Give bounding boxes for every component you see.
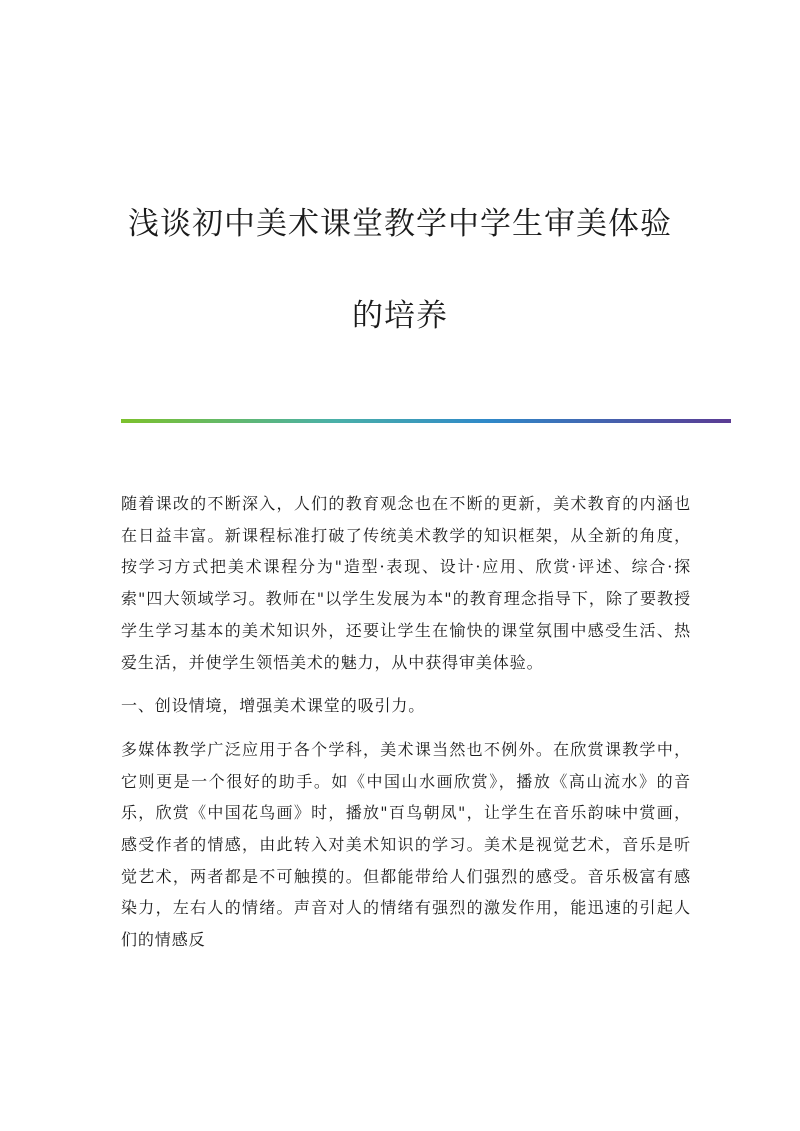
body-paragraph-multimedia: 多媒体教学广泛应用于各个学科，美术课当然也不例外。在欣赏课教学中，它则更是一个很好的助手。如《中国山水画欣赏》，播放《高山流水》的音乐，欣赏《中国花鸟画》时，播放"百鸟朝凤"，让学生在音乐韵味中赏画，感受作者的情感，由此转入对美术知识的学习。美术是视觉艺术，音乐是听觉艺术，两者都是不可触摸的。但都能带给人们强烈的感受。音乐极富有感染力，左右人的情绪。声音对人的情绪有强烈的激发作用，能迅速的引起人们的情感反 [121,739,691,950]
title-divider [121,419,731,423]
document-body [121,488,691,968]
title-line-2: 的培养 [352,298,448,334]
document-title [0,178,800,362]
body-paragraph-intro: 随着课改的不断深入，人们的教育观念也在不断的更新，美术教育的内涵也在日益丰富。新课程标准打破了传统美术教学的知识框架，从全新的角度，按学习方式把美术课程分为"造型·表现、设计·应用、欣赏·评述、综合·探索"四大领域学习。教师在"以学生发展为本"的教育理念指导下，除了要教授学生学习基本的美术知识外，还要让学生在愉快的课堂氛围中感受生活、热爱生活，并使学生领悟美术的魅力，从中获得审美体验。 [121,494,691,672]
section-heading-1: 一、创设情境，增强美术课堂的吸引力。 [121,696,426,716]
title-line-1: 浅谈初中美术课堂教学中学生审美体验 [128,206,672,242]
